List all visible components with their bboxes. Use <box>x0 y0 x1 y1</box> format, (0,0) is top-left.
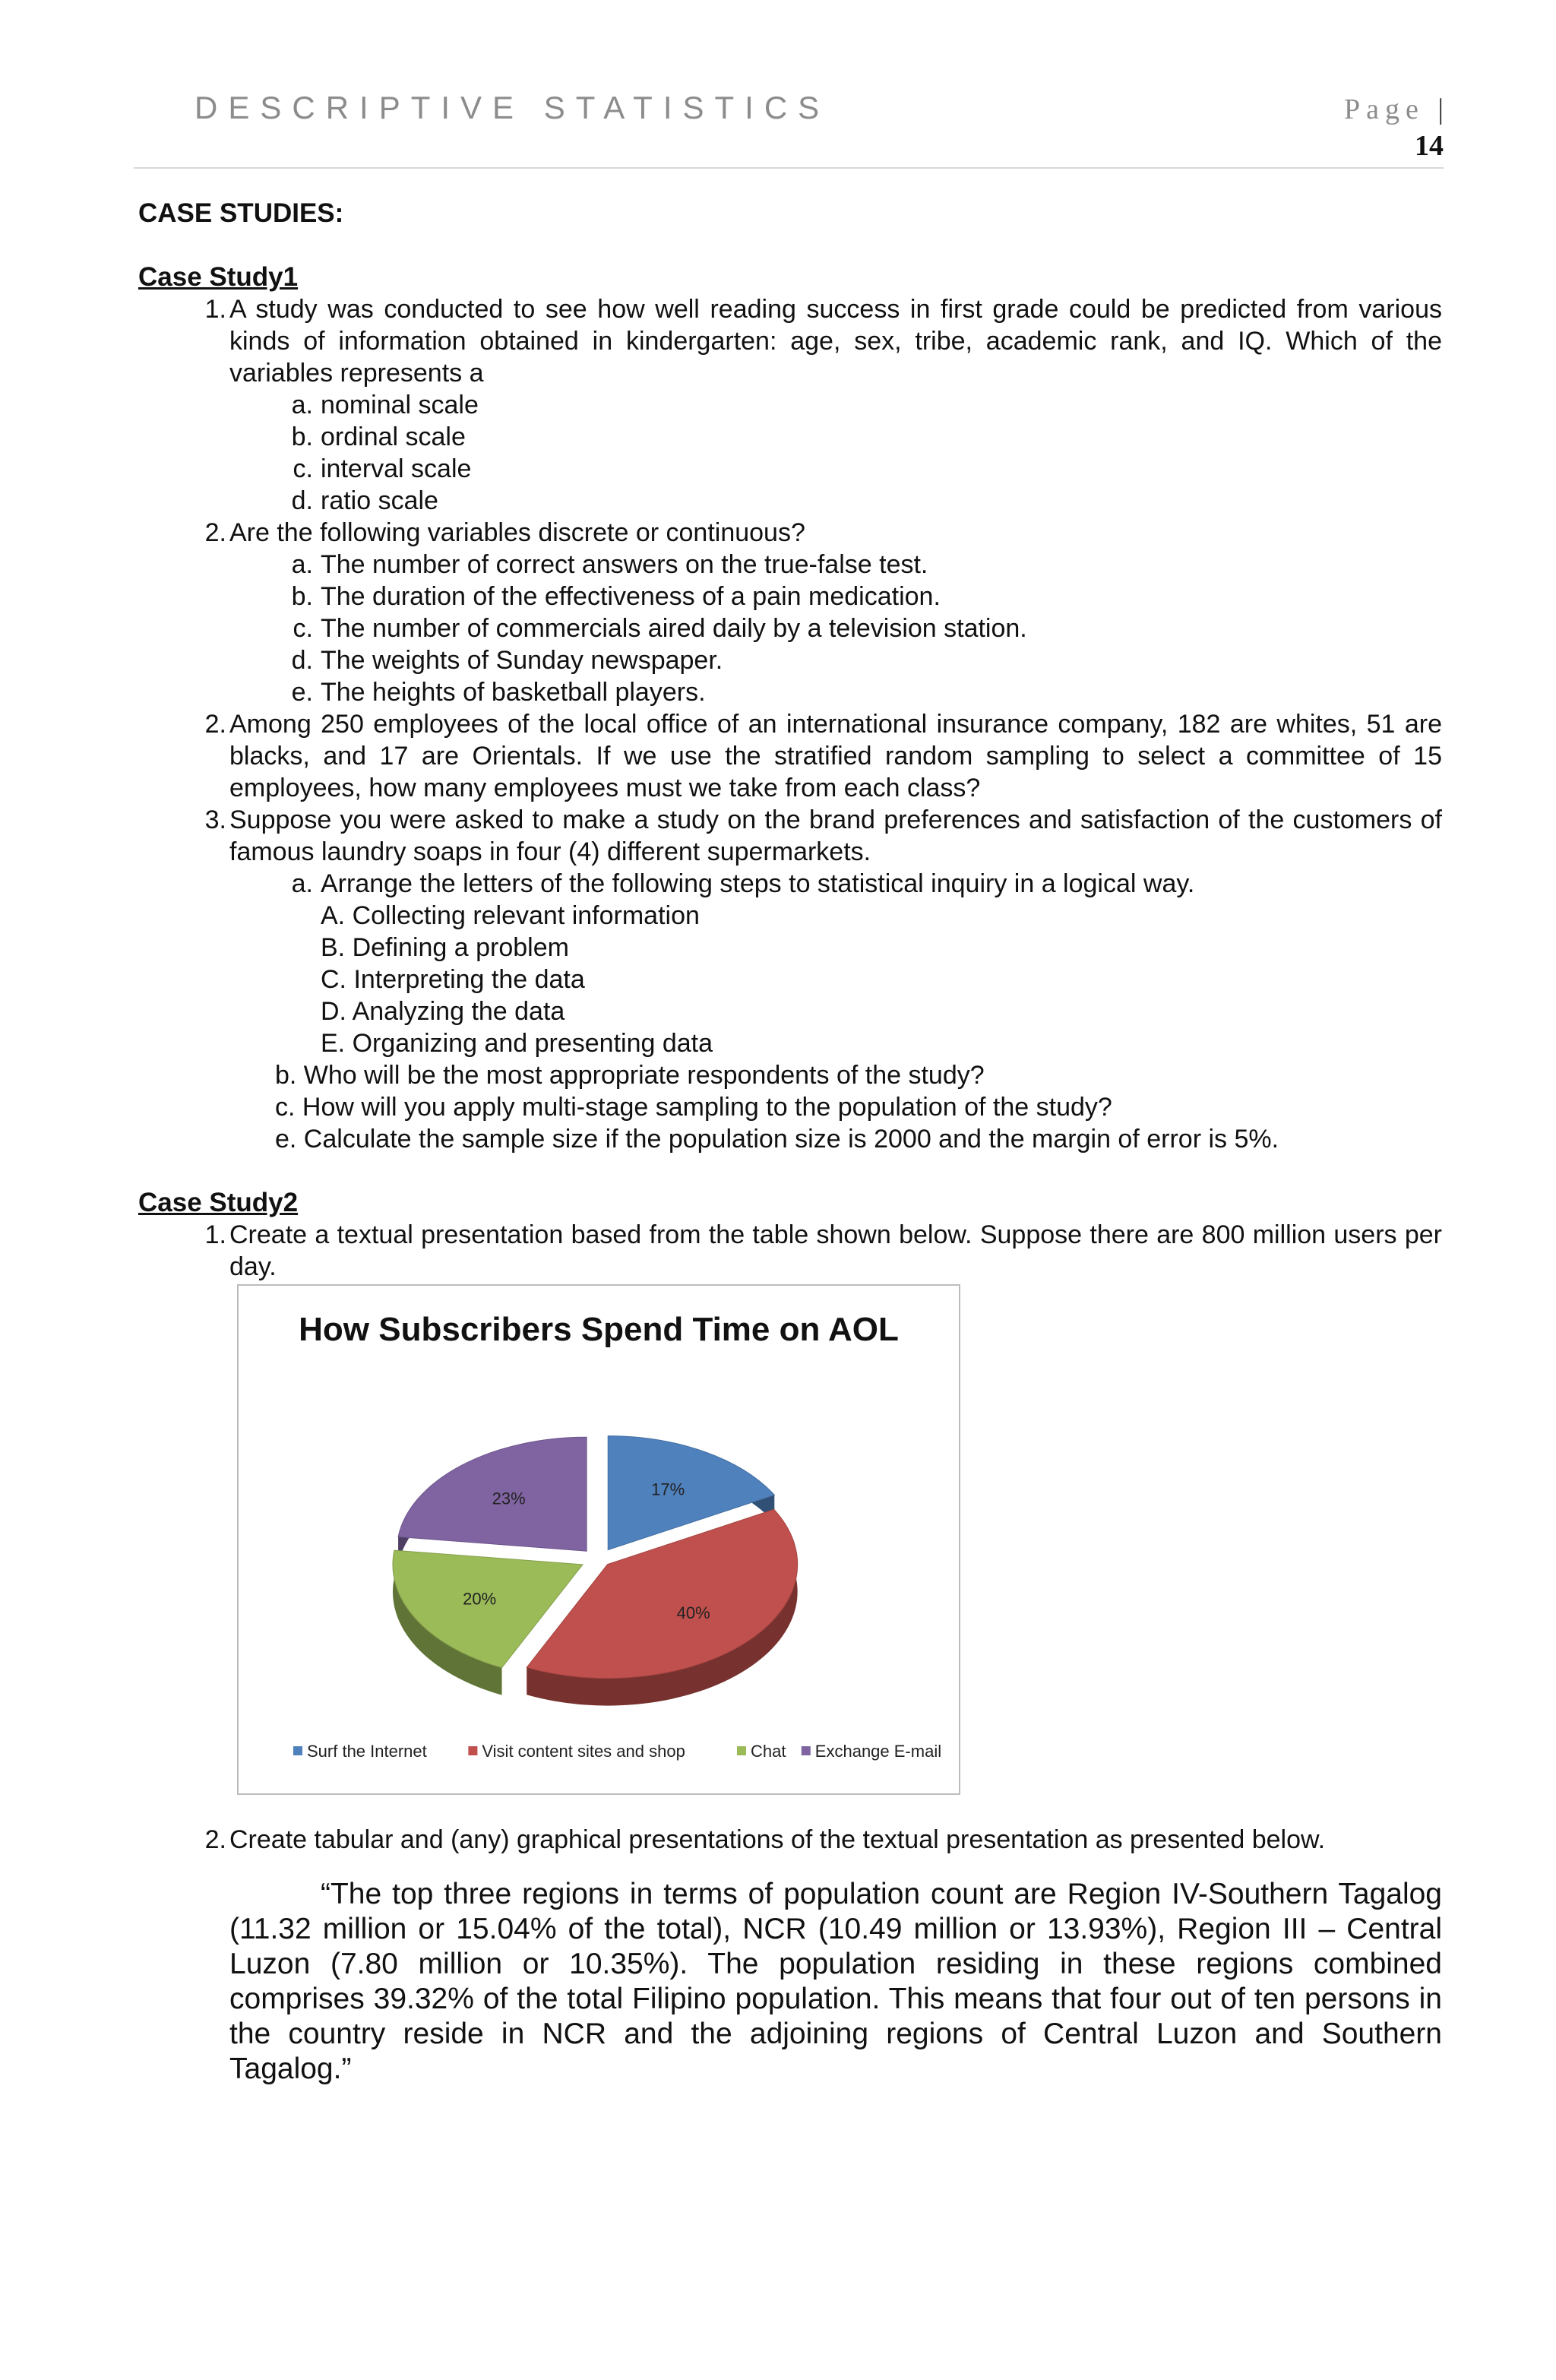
pie-slice-label: 20% <box>463 1589 497 1609</box>
chart-title: How Subscribers Spend Time on AOL <box>299 1311 899 1348</box>
question-text: Suppose you were asked to make a study on the brand preferences and satisfaction of the customers of famous laundry soaps in four (4) different supermarkets. <box>229 805 1442 866</box>
question-text: A study was conducted to see how well reading success in first grade could be predicted from various kinds of information obtained in kindergarten: age, sex, tribe, academic rank, and IQ. Which of the variables represents a <box>229 295 1442 388</box>
list-item <box>138 581 1442 612</box>
page-content <box>138 198 1442 2087</box>
question-text: Among 250 employees of the local office of an international insurance company, 182 are whites, 51 are blacks, and 17 are Orientals. If we use the stratified random sampling to select a committee of 15 employees, how many employees must we take from each class? <box>229 710 1442 802</box>
list-letter: a. <box>291 869 313 898</box>
question-number: 2. <box>204 518 226 547</box>
list-letter: b. <box>291 423 313 451</box>
page-label-text: Page <box>1344 93 1425 125</box>
page-heading: CASE STUDIES: <box>138 198 344 228</box>
question-2b <box>138 708 1442 804</box>
pie-slice-label: 17% <box>651 1480 685 1499</box>
step-item: D. Analyzing the data <box>321 997 565 1026</box>
legend-swatch <box>802 1746 811 1755</box>
list-text: nominal scale <box>321 391 479 419</box>
pie-slice-label: 40% <box>676 1603 710 1623</box>
list-letter: b. <box>291 582 313 611</box>
step-item: E. Organizing and presenting data <box>321 1029 713 1058</box>
case2-question-2 <box>138 1824 1442 1856</box>
question-text: Are the following variables discrete or continuous? <box>229 518 805 547</box>
list-text: The weights of Sunday newspaper. <box>321 646 723 675</box>
question-text: Create a textual presentation based from the table shown below. Suppose there are 800 million users per day. <box>229 1220 1442 1281</box>
step-item: B. Defining a problem <box>321 933 569 962</box>
header-title: DESCRIPTIVE STATISTICS <box>194 90 830 125</box>
list-item <box>138 868 1442 900</box>
list-letter: d. <box>291 646 313 675</box>
list-item <box>138 549 1442 581</box>
list-item: e. Calculate the sample size if the population size is 2000 and the margin of error is 5%. <box>275 1125 1279 1154</box>
list-item <box>138 485 1442 517</box>
list-text: The heights of basketball players. <box>321 678 706 707</box>
question-3 <box>138 804 1442 868</box>
header-page-label: Page | <box>1344 93 1444 125</box>
case-study-2-title: Case Study2 <box>138 1188 299 1217</box>
list-letter: c. <box>293 614 313 643</box>
pie-chart-svg <box>239 1286 959 1793</box>
question-number: 3. <box>204 805 226 834</box>
list-text: Arrange the letters of the following steps to statistical inquiry in a logical way. <box>321 869 1195 898</box>
list-text: ratio scale <box>321 486 438 515</box>
list-item <box>138 389 1442 421</box>
list-item <box>138 644 1442 676</box>
question-number: 1. <box>204 1220 226 1249</box>
list-letter: a. <box>291 391 313 419</box>
case2-question-1 <box>138 1219 1442 1283</box>
legend-swatch <box>737 1746 746 1755</box>
list-text: The number of commercials aired daily by a television station. <box>321 614 1027 643</box>
question-text: Create tabular and (any) graphical presentations of the textual presentation as presented below. <box>229 1825 1326 1854</box>
legend-swatch <box>293 1746 302 1755</box>
list-letter: e. <box>291 678 313 707</box>
pie-chart <box>237 1284 960 1795</box>
step-item: A. Collecting relevant information <box>321 901 700 930</box>
legend-label: Chat <box>751 1742 786 1761</box>
list-text: The number of correct answers on the true-false test. <box>321 550 928 579</box>
list-item: c. How will you apply multi-stage sampling to the population of the study? <box>275 1093 1112 1122</box>
legend-label: Visit content sites and shop <box>482 1742 685 1761</box>
question-number: 1. <box>204 295 226 324</box>
list-letter: a. <box>291 550 313 579</box>
list-text: ordinal scale <box>321 423 466 451</box>
list-item <box>138 453 1442 485</box>
question-number: 2. <box>204 710 226 739</box>
case-study-1-title: Case Study1 <box>138 262 299 292</box>
page-header <box>134 0 1444 169</box>
quote-paragraph: “The top three regions in terms of population count are Region IV-Southern Tagalog (11.32 million or 15.04% of the total), NCR (10.49 million or 13.93%), Region III – Central Luzon (7.80 million or 10.35%). The population residing in these regions combined comprises 39.32% of the total Filipino population. This means that four out of ten persons in the country reside in NCR and the adjoining regions of Central Luzon and Southern Tagalog.” <box>229 1878 1442 2085</box>
legend-swatch <box>468 1746 477 1755</box>
page-number: 14 <box>1415 130 1444 162</box>
list-item <box>138 421 1442 453</box>
list-letter: c. <box>293 454 313 483</box>
question-2 <box>138 517 1442 549</box>
list-item: b. Who will be the most appropriate respondents of the study? <box>275 1061 985 1090</box>
list-item <box>138 612 1442 644</box>
step-item: C. Interpreting the data <box>321 965 585 994</box>
question-1 <box>138 293 1442 389</box>
list-text: interval scale <box>321 454 472 483</box>
question-number: 2. <box>204 1825 226 1854</box>
legend-label: Exchange E-mail <box>814 1742 942 1761</box>
list-text: The duration of the effectiveness of a pain medication. <box>321 582 941 611</box>
list-item <box>138 676 1442 708</box>
pie-slice-label: 23% <box>492 1489 526 1508</box>
list-letter: d. <box>291 486 313 515</box>
legend-label: Surf the Internet <box>307 1742 427 1761</box>
